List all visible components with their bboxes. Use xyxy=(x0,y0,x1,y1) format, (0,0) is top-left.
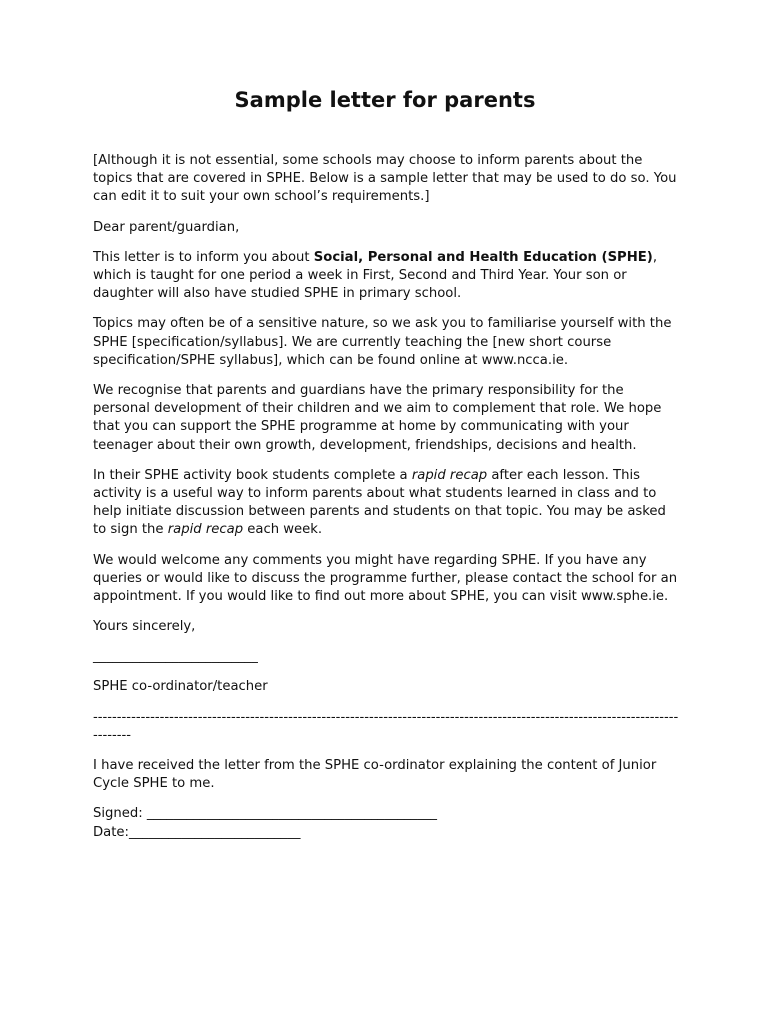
intro-note: [Although it is not essential, some schools may choose to inform parents about the topics that are covered in SPHE. Below is a sample letter that may be used to do so. You can edit it to suit your own school’s requirements.] xyxy=(93,153,677,205)
paragraph-sphe-intro xyxy=(93,249,683,304)
salutation: Dear parent/guardian, xyxy=(93,219,240,235)
paragraph-text: each week. xyxy=(243,522,323,538)
paragraph-text: , which is taught for one period a week in First, Second and Third Year. Your son or daughter will also have studied SPHE in primary school. xyxy=(93,249,658,302)
signed-field: ____________________________________________ xyxy=(146,806,438,822)
closing: Yours sincerely, xyxy=(93,619,196,635)
paragraph-comments: We would welcome any comments you might have regarding SPHE. If you have any queries or would like to discuss the programme further, please contact the school for an appointment. If you would like to find out more about SPHE, you can visit www.sphe.ie. xyxy=(93,552,678,605)
receipt-statement: I have received the letter from the SPHE co-ordinator explaining the content of Junior Cycle SPHE to me. xyxy=(93,758,657,792)
signed-row xyxy=(93,805,683,823)
date-field: __________________________ xyxy=(128,824,301,840)
letter-body xyxy=(93,152,683,842)
paragraph-responsibility: We recognise that parents and guardians have the primary responsibility for the personal development of their children and we aim to complement that role. We hope that you can support the SPHE programme at home by communicating with your teenager about their own growth, development, friendships, decisions and health. xyxy=(93,383,662,453)
rapid-recap-term: rapid recap xyxy=(411,467,488,483)
signed-label: Signed: xyxy=(93,806,147,822)
paragraph-text: This letter is to inform you about xyxy=(93,249,314,265)
date-row xyxy=(93,824,683,842)
paragraph-topics: Topics may often be of a sensitive nature, so we ask you to familiarise yourself with the SPHE [specification/syllabus]. We are currently teaching the [new short course specification/SPHE syllabus], which can be found online at www.ncca.ie. xyxy=(93,316,672,368)
paragraph-text: In their SPHE activity book students complete a xyxy=(93,467,412,483)
signature-line: _________________________ xyxy=(93,649,258,665)
signer-role: SPHE co-ordinator/teacher xyxy=(93,679,268,695)
paragraph-text: after each lesson. This activity is a useful way to inform parents about what students learned in class and to help initiate discussion between parents and students on that topic. You may be asked to sign the xyxy=(93,467,666,538)
date-label: Date: xyxy=(93,824,129,840)
page-title: Sample letter for parents xyxy=(234,88,536,112)
sphe-bold-term: Social, Personal and Health Education (SPHE) xyxy=(313,249,653,265)
cut-line: ----------------------------------------------------------------------------------------------------------------------------------- xyxy=(93,709,679,743)
paragraph-rapid-recap xyxy=(93,467,683,540)
rapid-recap-term: rapid recap xyxy=(167,522,244,538)
